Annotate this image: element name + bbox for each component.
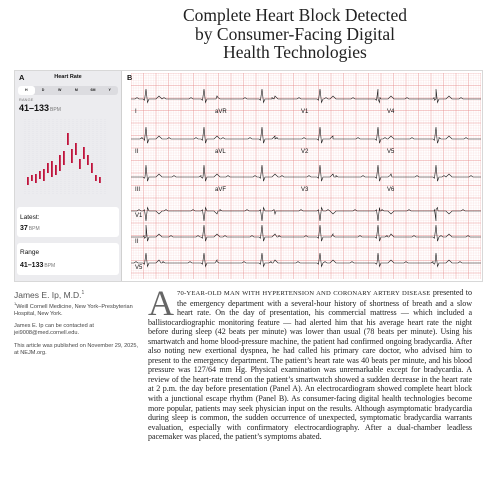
author-contact: James E. Ip can be contacted at jei9008@med.cornell.edu. (14, 323, 94, 337)
heart-rate-bar (31, 175, 33, 181)
figure (14, 70, 483, 282)
body-text: presented to the emergency department with a several-hour history of shortness of breath and a slow heart rate. On the day of presentation, his commercial mattress — which included a ballistocardiographic monitoring feature — had alerted him that his average heart rate the night before during sleep (42 beats per minute) was lower than usual (78 beats per minute). Using his smartwatch and home blood-pressure machine, the patient had confirmed ongoing bradycardia. After also noting new exertional dyspnea, he had called his primary care doctor, who advised him to present to the emergency department. The patient’s heart rate was 40 beats per minute, and his blood pressure was 127/64 mm Hg. Physical examination was unremarkable except for bradycardia. A review of the heart-rate trend on the patient’s smartwatch showed a sudden decrease in the heart rate at 2 p.m. the day before presentation (Panel A). An electrocardiogram showed complete heart block with a junctional escape rhythm (Panel B). As consumer-facing digital health technologies become more popular, patients may seek physician input on the results. Although asymptomatic bradycardia during sleep is common, the sudden occurrence of unexpected, symptomatic bradycardia warrants evaluation, especially with confirmatory electrocardiography. After a dual-chamber leadless pacemaker was placed, the patient’s symptoms abated. (148, 288, 472, 442)
latest-unit: BPM (28, 226, 40, 232)
ecg-lead-label: II (135, 149, 139, 155)
tab-y[interactable]: Y (108, 88, 111, 92)
range-card-label: Range (20, 249, 40, 256)
heart-rate-bar (39, 171, 41, 179)
ecg-lead-label: I (135, 109, 137, 115)
ecg-lead-label: V6 (387, 187, 395, 193)
latest-value (20, 225, 40, 232)
heart-rate-bar (59, 155, 61, 171)
heart-rate-bar (95, 175, 97, 181)
heart-rate-bar (67, 133, 69, 145)
rhythm-lead-label: II (135, 239, 139, 245)
rhythm-lead-label: V5 (135, 265, 143, 271)
ecg-lead-label: V1 (301, 109, 309, 115)
tab-d[interactable]: D (41, 88, 45, 92)
latest-label: Latest: (20, 214, 40, 221)
title-line: by Consumer-Facing Digital (195, 23, 395, 44)
author-affiliation (14, 300, 139, 318)
rhythm-lead-label: V1 (135, 213, 143, 219)
heart-rate-bar (51, 161, 53, 177)
tab-h[interactable]: H (18, 86, 35, 95)
author-sup: 1 (81, 290, 85, 296)
range-card-value (20, 262, 55, 269)
heart-rate-bar (63, 151, 65, 165)
ecg-grid (131, 73, 481, 279)
heart-rate-bar (43, 169, 45, 181)
ecg-lead-label: aVL (215, 149, 226, 155)
heart-rate-bar (91, 163, 93, 173)
range-unit: BPM (50, 107, 61, 113)
ecg-lead-label: V5 (387, 149, 395, 155)
heart-rate-bar (99, 177, 101, 183)
heart-rate-bar (55, 165, 57, 175)
time-range-tabs (18, 86, 118, 95)
title-line: Complete Heart Block Detected (182, 5, 407, 25)
ecg-lead-label: V4 (387, 109, 395, 115)
title-line: Health Technologies (223, 42, 367, 62)
range-value (19, 103, 61, 113)
author-name (14, 288, 139, 300)
ecg-tracing (131, 73, 481, 279)
heart-rate-bar (83, 147, 85, 159)
tab-6m[interactable]: 6M (90, 88, 96, 92)
range-card-number: 41–133 (20, 262, 44, 269)
article-title (150, 6, 440, 62)
latest-card (17, 207, 119, 237)
panel-b-label: B (127, 73, 133, 82)
tab-m[interactable]: M (74, 88, 78, 92)
publication-note: This article was published on November 29, 2025, at NEJM.org. (14, 342, 139, 356)
ecg-lead-label: V2 (301, 149, 309, 155)
affiliation-text: Weill Cornell Medicine, New York–Presbyterian Hospital, New York. (14, 303, 133, 317)
range-card (17, 243, 119, 275)
panel-a-label: A (19, 73, 25, 82)
author-name-text: James E. Ip, M.D. (14, 289, 82, 300)
tab-w[interactable]: W (57, 88, 62, 92)
heart-rate-bar (35, 174, 37, 183)
heart-rate-bar-chart (19, 119, 117, 197)
author-block (14, 288, 139, 357)
latest-number: 37 (20, 225, 28, 232)
opening-smallcaps: 70-YEAR-OLD MAN WITH HYPERTENSION AND CORONARY ARTERY DISEASE (176, 290, 431, 297)
smartwatch-heart-rate-screen (15, 71, 122, 281)
range-card-unit: BPM (44, 263, 56, 269)
ecg-lead-label: III (135, 187, 141, 193)
heart-rate-bar (79, 159, 81, 169)
ecg-lead-label: aVF (215, 187, 227, 193)
affiliation-sup: 1 (14, 300, 17, 306)
heart-rate-title: Heart Rate (54, 74, 82, 80)
range-caption: RANGE (19, 98, 34, 102)
ecg-lead-label: aVR (215, 109, 227, 115)
range-number: 41–133 (19, 103, 50, 113)
heart-rate-bar (87, 155, 89, 165)
drop-cap: A (148, 283, 174, 323)
heart-rate-bar (27, 177, 29, 185)
heart-rate-bar (47, 163, 49, 173)
article-body (148, 283, 472, 442)
heart-rate-bar (75, 143, 77, 155)
ecg-lead-label: V3 (301, 187, 309, 193)
heart-rate-bar (71, 149, 73, 163)
